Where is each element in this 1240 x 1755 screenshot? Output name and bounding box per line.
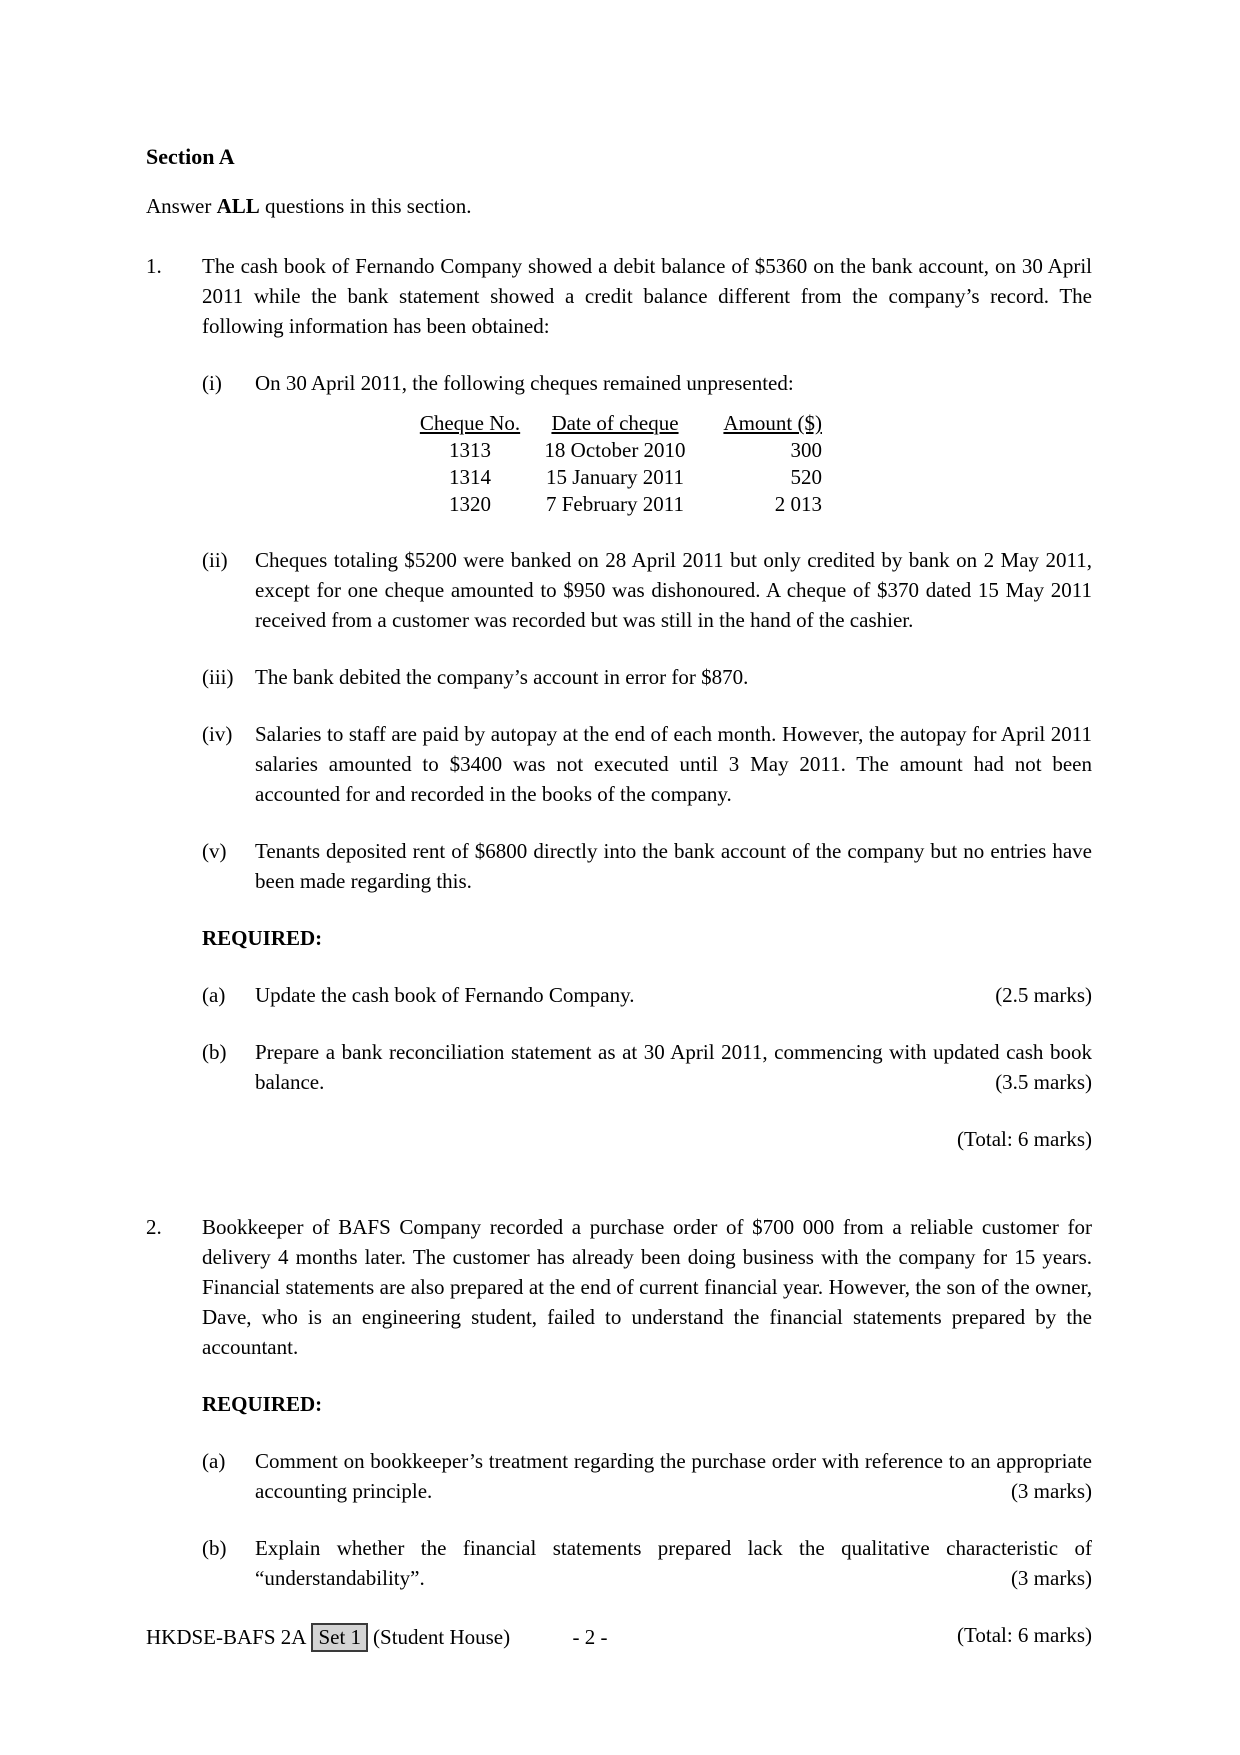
marks-badge: (2.5 marks) [995, 983, 1092, 1007]
question-1 [146, 251, 1092, 1154]
cheque-table [414, 410, 822, 518]
task-text: Explain whether the financial statements prepared lack the qualitative characteristic of “understandability”. [255, 1536, 1092, 1590]
marks-badge: (3.5 marks) [995, 1070, 1092, 1094]
page-number: - 2 - [572, 1625, 608, 1649]
cell-cheque-no: 1320 [449, 492, 491, 516]
task-text: Prepare a bank reconciliation statement as at 30 April 2011, commencing with updated cash book balance. [255, 1040, 1092, 1094]
answer-note-suffix: questions in this section. [259, 194, 472, 218]
item-text: On 30 April 2011, the following cheques remained unpresented: [255, 371, 794, 395]
question-1-item-ii [202, 545, 1092, 635]
question-2-intro: Bookkeeper of BAFS Company recorded a purchase order of $700 000 from a reliable customer for delivery 4 months later. The customer has already been doing business with the company for 15 years. Financial statements are also prepared at the end of current financial year. However, the son of the owner, Dave, who is an engineering student, failed to understand the financial statements prepared by the accountant. [202, 1215, 1092, 1359]
question-1-task-a [202, 980, 1092, 1010]
task-label: (b) [202, 1040, 227, 1064]
table-row [414, 491, 822, 518]
column-header-cheque-no: Cheque No. [419, 411, 521, 435]
required-heading: REQUIRED: [202, 1392, 323, 1416]
question-2-task-a [202, 1446, 1092, 1506]
question-1-number: 1. [146, 254, 162, 278]
cell-date: 18 October 2010 [544, 438, 686, 462]
column-header-date: Date of cheque [551, 411, 679, 435]
cell-cheque-no: 1313 [449, 438, 491, 462]
set-badge: Set 1 [311, 1623, 368, 1652]
question-1-item-iv [202, 719, 1092, 809]
question-2 [146, 1212, 1092, 1650]
page-footer [146, 1622, 1092, 1652]
marks-badge: (3 marks) [1010, 1566, 1092, 1590]
item-label: (v) [202, 839, 227, 863]
cell-amount: 300 [790, 438, 822, 462]
question-1-item-i [202, 368, 1092, 398]
question-2-number: 2. [146, 1215, 162, 1239]
item-label: (iii) [202, 665, 234, 689]
cheque-table-header-row [414, 410, 822, 437]
item-label: (iv) [202, 722, 233, 746]
item-text: Cheques totaling $5200 were banked on 28 April 2011 but only credited by bank on 2 May 2011, except for one cheque amounted to $950 was dishonoured. A cheque of $370 dated 15 May 2011 received from a customer was recorded but was still in the hand of the cashier. [255, 548, 1092, 632]
question-1-task-b [202, 1037, 1092, 1097]
item-text: Salaries to staff are paid by autopay at the end of each month. However, the autopay for April 2011 salaries amounted to $3400 was not executed until 3 May 2011. The amount had not been accounted for and recorded in the books of the company. [255, 722, 1092, 806]
item-label: (i) [202, 371, 222, 395]
marks-badge: (3 marks) [1010, 1479, 1092, 1503]
question-2-task-b [202, 1533, 1092, 1593]
task-body [255, 1037, 1092, 1097]
task-text: Comment on bookkeeper’s treatment regarding the purchase order with reference to an appropriate accounting principle. [255, 1449, 1092, 1503]
cell-amount: 2 013 [774, 492, 822, 516]
question-2-body [202, 1212, 1092, 1650]
question-2-total-marks: (Total: 6 marks) [957, 1623, 1092, 1647]
column-header-amount: Amount ($) [723, 411, 822, 435]
task-body [255, 1533, 1092, 1593]
item-text: Tenants deposited rent of $6800 directly into the bank account of the company but no entries have been made regarding this. [255, 839, 1092, 893]
task-body [255, 980, 1092, 1010]
page-content [146, 142, 1092, 1650]
answer-note [146, 191, 1092, 221]
paper-code: HKDSE-BAFS 2A [146, 1625, 307, 1649]
answer-note-bold: ALL [216, 194, 260, 218]
question-1-item-v [202, 836, 1092, 896]
item-label: (ii) [202, 548, 228, 572]
cell-date: 15 January 2011 [545, 465, 685, 489]
cell-amount: 520 [790, 465, 822, 489]
required-heading: REQUIRED: [202, 926, 323, 950]
section-title: Section A [146, 144, 235, 169]
question-1-body [202, 251, 1092, 1154]
item-text: The bank debited the company’s account in error for $870. [255, 665, 749, 689]
question-1-item-iii [202, 662, 1092, 692]
task-text: Update the cash book of Fernando Company. [255, 983, 635, 1007]
question-1-total-marks: (Total: 6 marks) [957, 1127, 1092, 1151]
cell-cheque-no: 1314 [449, 465, 491, 489]
task-body [255, 1446, 1092, 1506]
task-label: (a) [202, 1449, 226, 1473]
question-1-intro: The cash book of Fernando Company showed a debit balance of $5360 on the bank account, on 30 April 2011 while the bank statement showed a credit balance different from the company’s record. The following information has been obtained: [202, 254, 1092, 338]
answer-note-prefix: Answer [146, 194, 217, 218]
table-row [414, 464, 822, 491]
cell-date: 7 February 2011 [545, 492, 685, 516]
table-row [414, 437, 822, 464]
task-label: (b) [202, 1536, 227, 1560]
paper-house: (Student House) [373, 1625, 511, 1649]
task-label: (a) [202, 983, 226, 1007]
